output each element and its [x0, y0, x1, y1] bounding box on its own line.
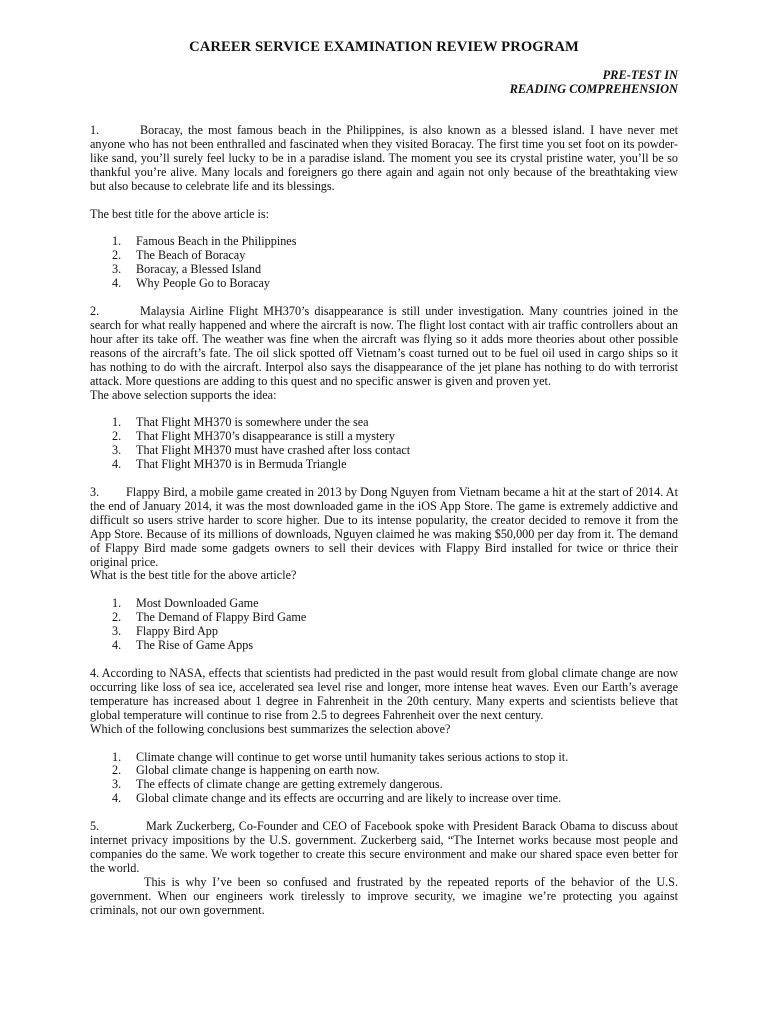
- document-subtitle-line2: READING COMPREHENSION: [509, 82, 678, 96]
- passage: [90, 305, 678, 388]
- answer-option[interactable]: 2. The Demand of Flappy Bird Game: [112, 610, 307, 625]
- question-3: [90, 486, 678, 653]
- answer-options: [90, 597, 678, 653]
- passage-text: According to NASA, effects that scientists had predicted in the past would result from global climate change are now occurring like loss of sea ice, accelerated sea level rise and longer, more intense heat waves. Even our Earth’s average temperature has increased about 1 degree in Fahrenheit in the 20th century. Many experts and scientists believe that global temperature will continue to rise from 2.5 to degrees Fahrenheit over the next century.: [90, 666, 678, 722]
- question-prompt: The best title for the above article is:: [90, 206, 270, 221]
- question-4: [90, 667, 678, 806]
- answer-option[interactable]: 3. Boracay, a Blessed Island: [112, 262, 262, 277]
- question-number: 5.: [90, 819, 100, 834]
- passage-text: This is why I’ve been so confused and frustrated by the repeated reports of the behavior of the U.S. government. When our engineers work tirelessly to improve security, we imagine we’re protecting you against criminals, not our own government.: [90, 874, 678, 917]
- answer-options: [90, 416, 678, 472]
- passage-text: Boracay, the most famous beach in the Philippines, is also known as a blessed island. I have never met anyone who has not been enthralled and fascinated when they visited Boracay. The first time you set foot on its powder-like sand, you’ll surely feel lucky to be in a paradise island. The moment you see its crystal pristine water, you’ll be so thankful you’re alive. Many locals and foreigners go there again and again not only because of the breathtaking view but also because to celebrate life and its blessings.: [90, 123, 678, 193]
- question-1: [90, 124, 678, 291]
- answer-option[interactable]: 1. That Flight MH370 is somewhere under the sea: [112, 415, 369, 430]
- answer-option[interactable]: 3. Flappy Bird App: [112, 624, 218, 639]
- answer-option[interactable]: 1. Climate change will continue to get worse until humanity takes serious actions to stop it.: [112, 749, 569, 764]
- document-page: [90, 38, 678, 918]
- question-number: 4.: [90, 666, 100, 680]
- passage: [90, 820, 678, 876]
- answer-option[interactable]: 4. That Flight MH370 is in Bermuda Triangle: [112, 457, 347, 472]
- question-number: 1.: [90, 123, 100, 137]
- passage: [90, 667, 678, 723]
- question-number: 3.: [90, 485, 100, 500]
- passage: [90, 124, 678, 194]
- passage-text: Malaysia Airline Flight MH370’s disappearance is still under investigation. Many countries joined in the search for what really happened and where the aircraft is now. The flight lost contact with air traffic controllers about an hour after its take off. The weather was fine when the aircraft was flying so it adds more theories about other possible reasons of the aircraft’s fate. The oil slick spotted off Vietnam’s coast turned out to be fuel oil used in cargo ships so it has nothing to do with the aircraft. Interpol also says the disappearance of the jet plane has nothing to do with terrorist attack. More questions are adding to this quest and no specific answer is given and proven yet.: [90, 304, 678, 388]
- answer-option[interactable]: 1. Famous Beach in the Philippines: [112, 234, 297, 249]
- passage-text: Flappy Bird, a mobile game created in 2013 by Dong Nguyen from Vietnam became a hit at the start of 2014. At the end of January 2014, it was the most downloaded game in the iOS App Store. The game is extremely addictive and difficult so users strive harder to score higher. Due to its intense popularity, the creator decided to remove it from the App Store. Because of its millions of downloads, Nguyen claimed he was making $50,000 per day from it. The demand of Flappy Bird made some gadgets owners to sell their devices with Flappy Bird installed for twice or thrice their original price.: [90, 485, 678, 569]
- question-prompt: Which of the following conclusions best summarizes the selection above?: [90, 721, 451, 736]
- answer-option[interactable]: 3. The effects of climate change are getting extremely dangerous.: [112, 777, 443, 792]
- question-prompt: What is the best title for the above article?: [90, 568, 297, 583]
- answer-options: [90, 235, 678, 291]
- answer-option[interactable]: 2. The Beach of Boracay: [112, 248, 246, 263]
- document-subtitle-line1: PRE-TEST IN: [602, 68, 678, 82]
- answer-option[interactable]: 3. That Flight MH370 must have crashed after loss contact: [112, 443, 411, 458]
- answer-option[interactable]: 2. That Flight MH370’s disappearance is still a mystery: [112, 429, 395, 444]
- question-prompt: The above selection supports the idea:: [90, 387, 277, 402]
- answer-option[interactable]: 4. The Rise of Game Apps: [112, 638, 254, 653]
- passage: [90, 486, 678, 569]
- document-title: CAREER SERVICE EXAMINATION REVIEW PROGRAM: [189, 39, 579, 55]
- passage-text: Mark Zuckerberg, Co-Founder and CEO of Facebook spoke with President Barack Obama to discuss about internet privacy impositions by the U.S. government. Zuckerberg said, “The Internet works because most people and companies do the same. We work together to create this secure environment and make our shared space even better for the world.: [90, 819, 678, 875]
- answer-option[interactable]: 4. Why People Go to Boracay: [112, 276, 271, 291]
- question-2: [90, 305, 678, 472]
- answer-options: [90, 751, 678, 807]
- answer-option[interactable]: 2. Global climate change is happening on earth now.: [112, 763, 380, 778]
- answer-option[interactable]: 4. Global climate change and its effects are occurring and are likely to increase over time.: [112, 791, 562, 806]
- question-5: [90, 820, 678, 917]
- question-number: 2.: [90, 304, 100, 319]
- answer-option[interactable]: 1. Most Downloaded Game: [112, 596, 259, 611]
